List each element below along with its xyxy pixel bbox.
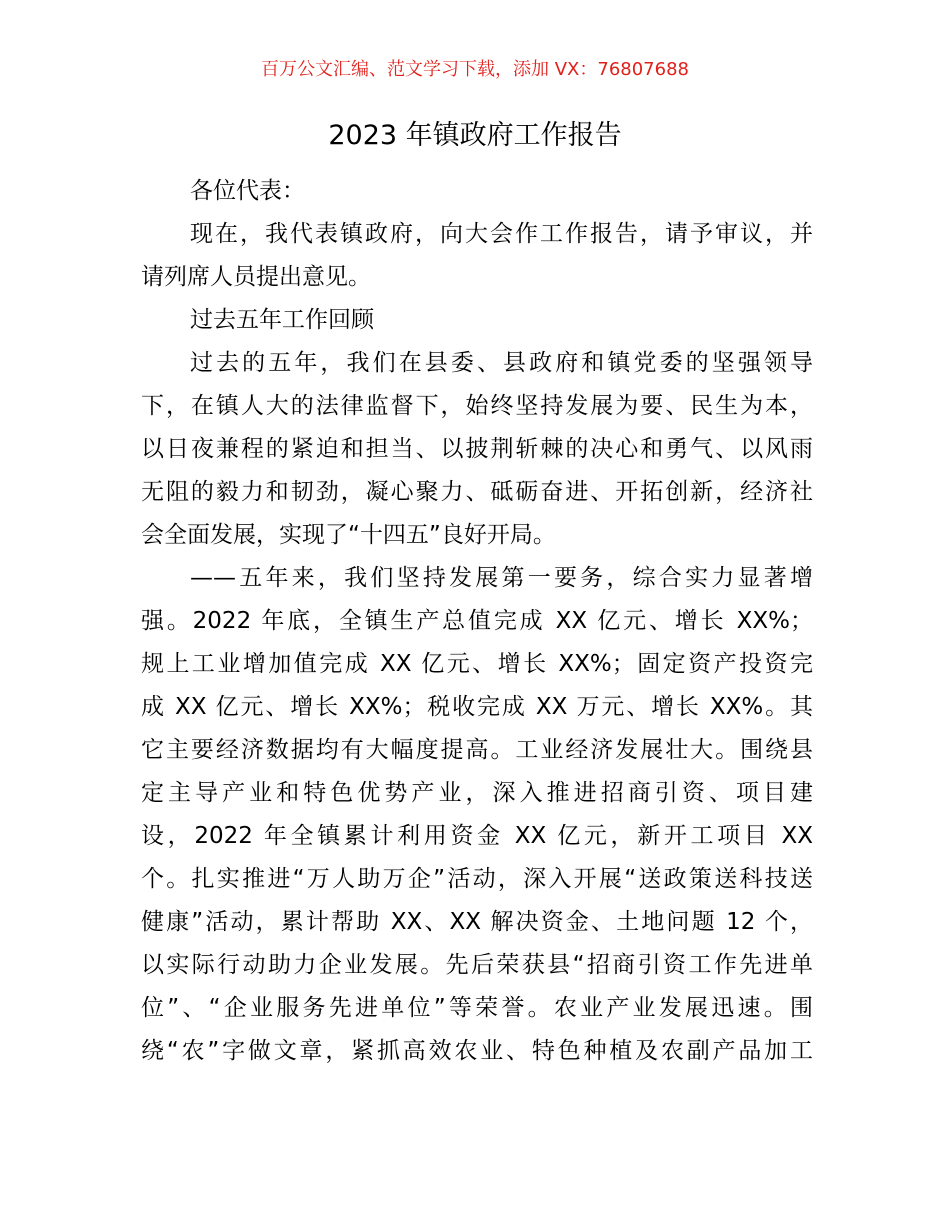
text-line: 各位代表：	[190, 178, 305, 204]
text-line: 健康”活动，累计帮助 XX、XX 解决资金、土地问题 12 个，	[141, 909, 813, 935]
text-line: 无阻的毅力和韧劲，凝心聚力、砥砺奋进、开拓创新，经济社	[141, 479, 813, 505]
text-line: 会全面发展，实现了“十四五”良好开局。	[141, 522, 556, 548]
text-line: 定主导产业和特色优势产业，深入推进招商引资、项目建	[141, 780, 813, 806]
paragraph-economy	[141, 557, 813, 1073]
text-line: 成 XX 亿元、增长 XX%；税收完成 XX 万元、增长 XX%。其	[141, 694, 813, 720]
paragraph-review	[141, 342, 813, 557]
text-line: 强。2022 年底，全镇生产总值完成 XX 亿元、增长 XX%；	[141, 608, 813, 634]
text-line: 过去的五年，我们在县委、县政府和镇党委的坚强领导	[190, 350, 813, 376]
paragraph-intro	[141, 213, 813, 299]
text-line: ——五年来，我们坚持发展第一要务，综合实力显著增	[190, 565, 813, 591]
text-line: 以实际行动助力企业发展。先后荣获县“招商引资工作先进单	[141, 952, 813, 978]
text-line: 现在，我代表镇政府，向大会作工作报告，请予审议，并	[190, 221, 813, 247]
text-line: 它主要经济数据均有大幅度提高。工业经济发展壮大。围绕县	[141, 737, 813, 763]
text-line: 个。扎实推进“万人助万企”活动，深入开展“送政策送科技送	[141, 866, 813, 892]
text-line: 下，在镇人大的法律监督下，始终坚持发展为要、民生为本，	[141, 393, 813, 419]
document-body	[141, 170, 813, 1073]
text-line: 规上工业增加值完成 XX 亿元、增长 XX%；固定资产投资完	[141, 651, 813, 677]
document-title: 2023 年镇政府工作报告	[328, 120, 622, 151]
text-line: 位”、“企业服务先进单位”等荣誉。农业产业发展迅速。围	[141, 995, 813, 1021]
text-line: 以日夜兼程的紧迫和担当、以披荆斩棘的决心和勇气、以风雨	[141, 436, 813, 462]
header-watermark: 百万公文汇编、范文学习下载，添加 VX：76807688	[261, 59, 689, 80]
section-heading	[141, 299, 813, 342]
text-line: 绕“农”字做文章，紧抓高效农业、特色种植及农副产品加工	[141, 1038, 813, 1064]
paragraph-salutation	[141, 170, 813, 213]
text-line: 过去五年工作回顾	[190, 307, 374, 333]
text-line: 请列席人员提出意见。	[141, 264, 371, 290]
text-line: 设，2022 年全镇累计利用资金 XX 亿元，新开工项目 XX	[141, 823, 813, 849]
